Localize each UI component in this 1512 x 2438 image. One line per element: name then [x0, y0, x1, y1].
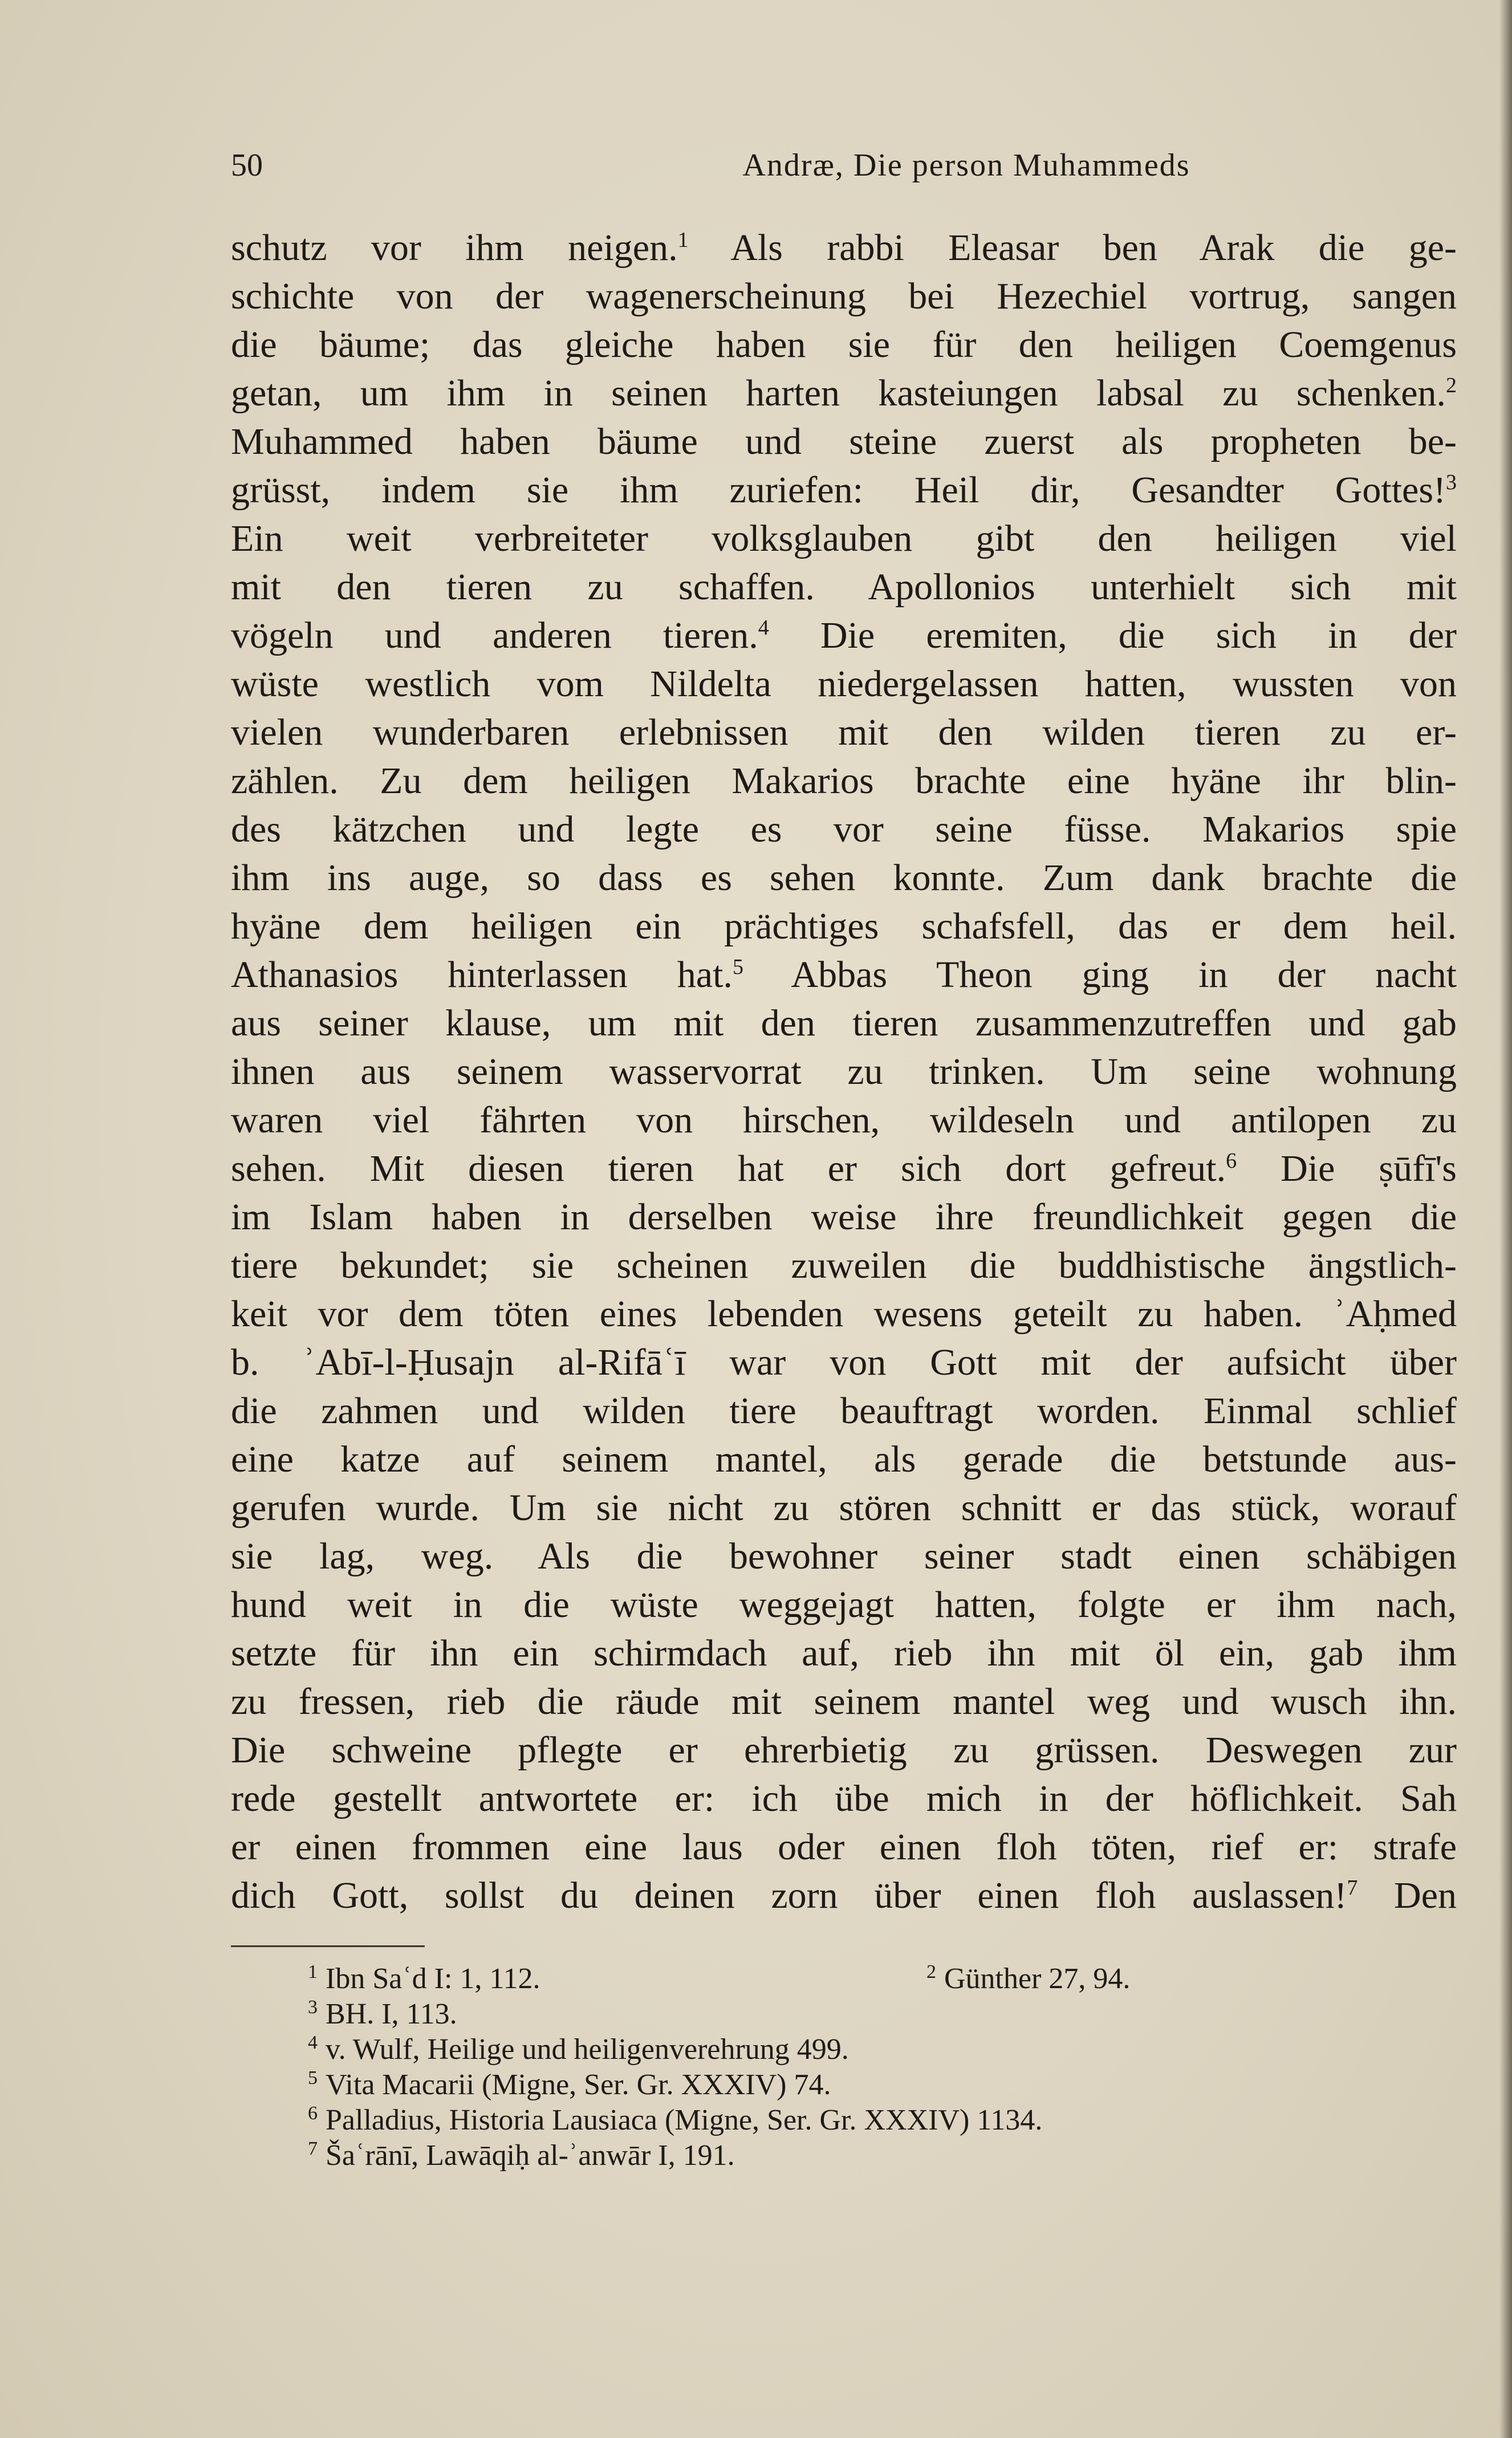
text-line: [231, 708, 1457, 757]
footnote-marker: 7: [1347, 1876, 1358, 1900]
line-text: aus seiner klause, um mit den tieren zusammenzutreffen und gab: [231, 1002, 1457, 1044]
running-head: Andræ, Die person Muhammeds: [742, 148, 1190, 183]
text-line: [231, 1726, 1457, 1774]
text-line: [231, 1580, 1457, 1629]
line-text: setzte für ihn ein schirmdach auf, rieb ihn mit öl ein, gab ihm: [231, 1632, 1457, 1674]
text-line: [231, 611, 1457, 660]
line-text: des kätzchen und legte es vor seine füsse. Makarios spie: [231, 808, 1457, 850]
footnote-number: 4: [308, 2031, 318, 2053]
text-line: [231, 1532, 1457, 1580]
line-text: Den: [1357, 1875, 1457, 1916]
text-line: [231, 1629, 1457, 1677]
line-text: ihm ins auge, so dass es sehen konnte. Zum dank brachte die: [231, 857, 1457, 899]
footnote-text: Palladius, Historia Lausiaca (Migne, Ser. Gr. XXXIV) 1134.: [326, 2104, 1043, 2136]
line-text: schichte von der wagenerscheinung bei Hezechiel vortrug, sangen: [231, 275, 1457, 317]
line-text: die bäume; das gleiche haben sie für den heiligen Coemgenus: [231, 324, 1457, 365]
footnote-marker: 3: [1446, 470, 1457, 494]
footnote-marker: 5: [732, 955, 743, 979]
body-text: [231, 224, 1457, 1920]
footnote-marker: 2: [1446, 373, 1457, 397]
text-line: [231, 660, 1457, 708]
footnote-marker: 4: [758, 616, 769, 640]
text-line: [231, 417, 1457, 466]
line-text: sie lag, weg. Als die bewohner seiner stadt einen schäbigen: [231, 1535, 1457, 1577]
text-line: [231, 1290, 1457, 1338]
footnote-number: 3: [308, 1996, 318, 2018]
line-text: Muhammed haben bäume und steine zuerst als propheten be-: [231, 421, 1457, 462]
text-line: [231, 1193, 1457, 1241]
line-text: Abbas Theon ging in der nacht: [743, 954, 1457, 995]
line-text: hyäne dem heiligen ein prächtiges schafsfell, das er dem heil.: [231, 905, 1457, 947]
text-line: [231, 320, 1457, 369]
footnote-rule: [231, 1945, 425, 1947]
text-line: [231, 950, 1457, 999]
footnote-marker: 6: [1226, 1149, 1237, 1173]
text-line: [231, 1338, 1457, 1387]
line-text: eine katze auf seinem mantel, als gerade die betstunde aus-: [231, 1439, 1457, 1480]
footnote-text: BH. I, 113.: [326, 1998, 457, 2030]
footnote-number: 5: [308, 2067, 318, 2088]
line-text: er einen frommen eine laus oder einen floh töten, rief er: strafe: [231, 1826, 1457, 1868]
footnote-number: 1: [308, 1961, 318, 1982]
text-line: [231, 272, 1457, 320]
line-text: Die eremiten, die sich in der: [769, 615, 1457, 656]
line-text: Athanasios hinterlassen hat.: [231, 954, 733, 995]
page-number: 50: [231, 148, 263, 183]
text-line: [231, 1871, 1457, 1920]
text-line: [231, 1823, 1457, 1871]
text-line: [231, 1677, 1457, 1726]
footnote-text: Ibn Saʿd I: 1, 112.: [326, 1962, 540, 1995]
line-text: Als rabbi Eleasar ben Arak die ge-: [688, 227, 1457, 269]
page-edge-shadow: [1499, 0, 1512, 2438]
footnote-text: Vita Macarii (Migne, Ser. Gr. XXXIV) 74.: [326, 2069, 831, 2101]
line-text: grüsst, indem sie ihm zuriefen: Heil dir, Gesandter Gottes!: [231, 469, 1446, 511]
text-line: [231, 224, 1457, 272]
text-line: [231, 1774, 1457, 1823]
line-text: sehen. Mit diesen tieren hat er sich dort gefreut.: [231, 1148, 1226, 1189]
line-text: mit den tieren zu schaffen. Apollonios unterhielt sich mit: [231, 566, 1457, 608]
line-text: Die ṣūfī's: [1237, 1148, 1457, 1189]
footnote-number: 7: [308, 2138, 318, 2159]
line-text: getan, um ihm in seinen harten kasteiungen labsal zu schenken.: [231, 372, 1446, 414]
text-line: [231, 514, 1457, 563]
text-line: [231, 1435, 1457, 1484]
line-text: vögeln und anderen tieren.: [231, 615, 758, 656]
footnote: [308, 2138, 1448, 2173]
footnotes: [308, 1961, 1448, 2173]
footnote: [308, 1961, 1448, 1997]
footnote: [308, 2103, 1448, 2138]
text-line: [231, 1387, 1457, 1435]
line-text: wüste westlich vom Nildelta niedergelassen hatten, wussten von: [231, 663, 1457, 705]
footnote-second: [926, 1961, 1130, 1997]
line-text: schutz vor ihm neigen.: [231, 227, 678, 269]
line-text: zu fressen, rieb die räude mit seinem mantel weg und wusch ihn.: [231, 1681, 1457, 1722]
footnote-text: v. Wulf, Heilige und heiligenverehrung 499.: [326, 2033, 849, 2066]
footnote: [308, 1997, 1448, 2032]
line-text: hund weit in die wüste weggejagt hatten, folgte er ihm nach,: [231, 1584, 1457, 1626]
line-text: Ein weit verbreiteter volksglauben gibt den heiligen viel: [231, 518, 1457, 559]
text-line: [231, 563, 1457, 611]
text-line: [231, 1144, 1457, 1193]
text-line: [231, 466, 1457, 514]
text-line: [231, 1047, 1457, 1096]
line-text: waren viel fährten von hirschen, wildeseln und antilopen zu: [231, 1099, 1457, 1141]
footnote-text: Šaʿrānī, Lawāqiḥ al-ʾanwār I, 191.: [326, 2139, 735, 2172]
line-text: zählen. Zu dem heiligen Makarios brachte eine hyäne ihr blin-: [231, 760, 1457, 802]
line-text: die zahmen und wilden tiere beauftragt worden. Einmal schlief: [231, 1390, 1457, 1432]
line-text: ihnen aus seinem wasservorrat zu trinken. Um seine wohnung: [231, 1051, 1457, 1092]
text-line: [231, 805, 1457, 854]
footnote-marker: 1: [677, 228, 689, 252]
footnote-number: 6: [308, 2102, 318, 2124]
footnote-number: 2: [926, 1961, 936, 1982]
page-header: [231, 143, 1457, 188]
line-text: Die schweine pflegte er ehrerbietig zu grüssen. Deswegen zur: [231, 1729, 1457, 1771]
line-text: keit vor dem töten eines lebenden wesens geteilt zu haben. ʾAḥmed: [231, 1293, 1457, 1335]
footnote: [308, 2032, 1448, 2067]
text-line: [231, 999, 1457, 1047]
text-line: [231, 1241, 1457, 1290]
line-text: im Islam haben in derselben weise ihre freundlichkeit gegen die: [231, 1196, 1457, 1238]
line-text: rede gestellt antwortete er: ich übe mich in der höflichkeit. Sah: [231, 1778, 1457, 1819]
text-line: [231, 902, 1457, 950]
footnote-text: Günther 27, 94.: [944, 1962, 1131, 1995]
line-text: dich Gott, sollst du deinen zorn über einen floh auslassen!: [231, 1875, 1347, 1916]
text-line: [231, 1096, 1457, 1144]
text-line: [231, 1484, 1457, 1532]
line-text: b. ʾAbī-l-Ḥusajn al-Rifāʿī war von Gott mit der aufsicht über: [231, 1342, 1457, 1383]
text-line: [231, 757, 1457, 805]
text-line: [231, 854, 1457, 902]
line-text: gerufen wurde. Um sie nicht zu stören schnitt er das stück, worauf: [231, 1487, 1457, 1529]
footnote: [308, 2067, 1448, 2103]
line-text: vielen wunderbaren erlebnissen mit den wilden tieren zu er-: [231, 712, 1457, 753]
line-text: tiere bekundet; sie scheinen zuweilen die buddhistische ängstlich-: [231, 1245, 1457, 1286]
text-line: [231, 369, 1457, 417]
